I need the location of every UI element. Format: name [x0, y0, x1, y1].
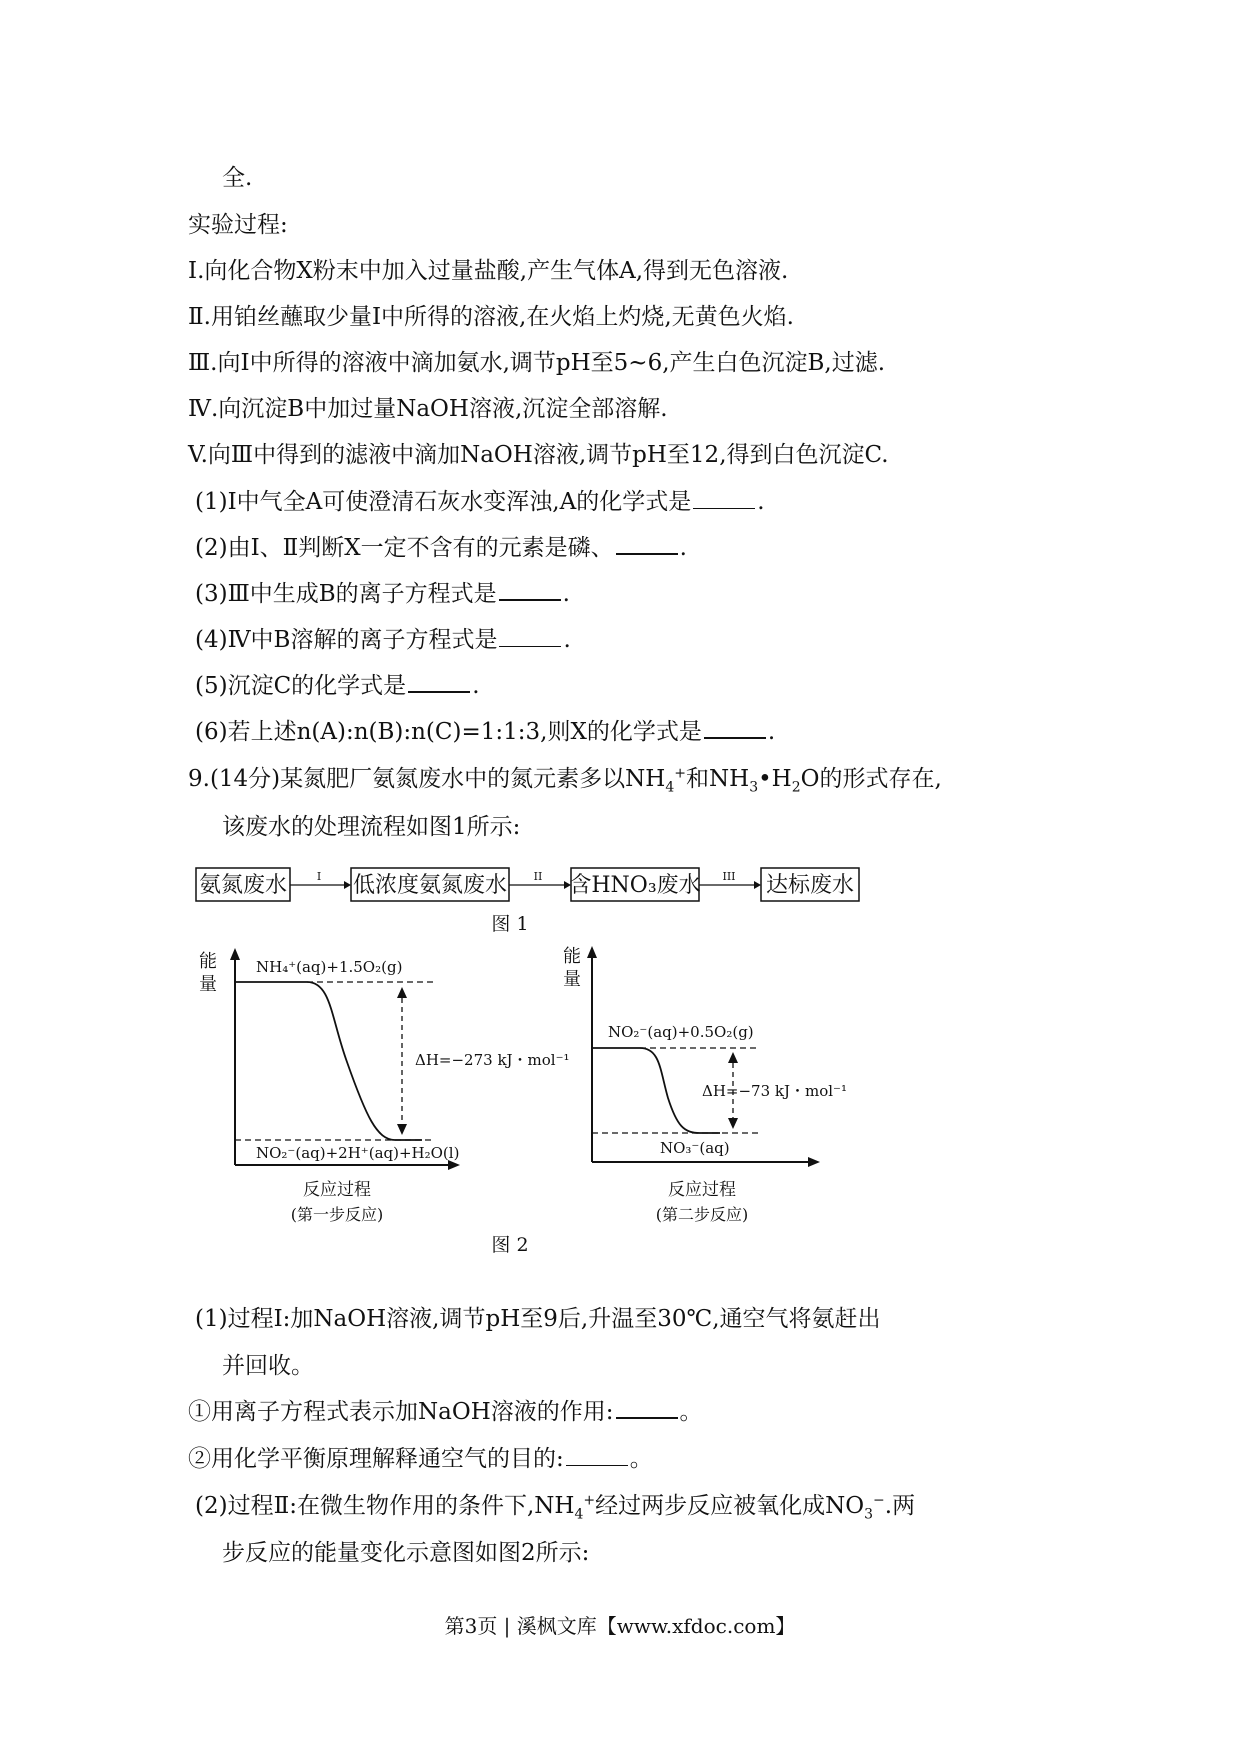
- answer-blank[interactable]: [616, 533, 678, 555]
- figure-1-flowchart: [190, 858, 890, 940]
- p2-sup-minus: −: [873, 1492, 885, 1509]
- flow-box-2-label: 低浓度氨氮废水: [352, 873, 508, 898]
- reactant-label: NO₂⁻(aq)+0.5O₂(g): [608, 1023, 754, 1041]
- question-text: (3)Ⅲ中生成B的离子方程式是: [195, 581, 497, 607]
- sub-question-text: ②用化学平衡原理解释通空气的目的:: [188, 1446, 564, 1472]
- question-2: [195, 533, 687, 563]
- text-line-2: 实验过程:: [188, 212, 288, 238]
- q9-sub-2: 2: [791, 779, 801, 796]
- p2-text-a: (2)过程Ⅱ:在微生物作用的条件下,NH: [195, 1493, 575, 1519]
- flow-box-2: [351, 868, 509, 901]
- flow-arrow-2: [509, 870, 571, 889]
- flow-box-3: [569, 868, 700, 901]
- reactant-label: NH₄⁺(aq)+1.5O₂(g): [256, 958, 403, 976]
- question-4: [195, 625, 571, 655]
- energy-curve: [592, 1048, 720, 1133]
- answer-blank[interactable]: [693, 488, 755, 509]
- text-line-4: Ⅱ.用铂丝蘸取少量I中所得的溶液,在火焰上灼烧,无黄色火焰.: [188, 304, 794, 330]
- sub-question-end: 。: [629, 1446, 653, 1472]
- text-line-6: Ⅳ.向沉淀B中加过量NaOH溶液,沉淀全部溶解.: [188, 396, 668, 422]
- question-end: .: [563, 627, 571, 653]
- q9-text-a: 9.(14分)某氮肥厂氨氮废水中的氮元素多以NH: [188, 766, 666, 792]
- q9-sub-3: 3: [749, 779, 759, 796]
- question-9-line-1: [188, 764, 942, 794]
- flow-arrow-2-label: II: [533, 870, 543, 883]
- sub-question-end: 。: [679, 1399, 703, 1425]
- energy-curve: [235, 982, 422, 1140]
- flow-box-4-label: 达标废水: [765, 873, 855, 898]
- product-label: NO₃⁻(aq): [660, 1139, 730, 1157]
- text-line-5: Ⅲ.向I中所得的溶液中滴加氨水,调节pH至5~6,产生白色沉淀B,过滤.: [188, 350, 886, 376]
- q9-part-1-line-2: 并回收。: [222, 1353, 314, 1379]
- q9-text-b: 和NH: [686, 766, 750, 792]
- question-1: [195, 487, 765, 517]
- diagram-sublabel: (第一步反应): [290, 1205, 384, 1224]
- q9-part-1-sub-1: [188, 1397, 703, 1427]
- p2-sub-4: 4: [574, 1506, 584, 1523]
- text-line-3: I.向化合物X粉末中加入过量盐酸,产生气体A,得到无色溶液.: [188, 258, 789, 284]
- energy-diagram-step-2: [563, 946, 847, 1224]
- flow-arrow-3-label: III: [722, 870, 736, 883]
- answer-blank[interactable]: [616, 1397, 678, 1419]
- flow-box-1-label: 氨氮废水: [198, 873, 288, 898]
- question-5: [195, 671, 480, 701]
- p2-text-b: 经过两步反应被氧化成NO: [595, 1493, 865, 1519]
- y-axis-label-bottom: 量: [563, 969, 581, 990]
- question-end: .: [472, 673, 480, 699]
- question-6: [195, 717, 775, 747]
- delta-h-label: ΔH=−273 kJ・mol⁻¹: [415, 1051, 570, 1069]
- answer-blank[interactable]: [499, 626, 561, 647]
- answer-blank[interactable]: [408, 671, 470, 693]
- q9-text-d: O的形式存在,: [800, 766, 942, 792]
- question-end: .: [562, 581, 570, 607]
- question-text: (1)I中气全A可使澄清石灰水变浑浊,A的化学式是: [195, 489, 692, 515]
- energy-diagram-step-1: [199, 948, 570, 1224]
- x-axis-label: 反应过程: [668, 1180, 736, 1200]
- y-axis-label-top: 能: [563, 946, 581, 967]
- question-end: .: [767, 719, 776, 745]
- y-axis-label-bottom: 量: [199, 974, 217, 995]
- answer-blank[interactable]: [566, 1445, 628, 1466]
- flow-arrow-3: [699, 870, 761, 889]
- question-end: .: [679, 535, 687, 561]
- page-footer: 第3页 | 溪枫文库【www.xfdoc.com】: [444, 1614, 796, 1638]
- diagram-sublabel: (第二步反应): [655, 1205, 749, 1224]
- answer-blank[interactable]: [499, 579, 561, 601]
- question-text: (6)若上述n(A):n(B):n(C)=1:1:3,则X的化学式是: [195, 719, 702, 745]
- flow-box-1: [196, 868, 290, 901]
- q9-sup-plus: +: [674, 765, 686, 782]
- figure-2-caption: 图 2: [491, 1234, 529, 1255]
- q9-text-c: •H: [758, 766, 792, 792]
- answer-blank[interactable]: [704, 717, 766, 739]
- q9-part-2-line-1: [195, 1491, 915, 1521]
- x-axis-label: 反应过程: [303, 1180, 371, 1200]
- flow-box-4: [761, 868, 859, 901]
- product-label: NO₂⁻(aq)+2H⁺(aq)+H₂O(l): [256, 1144, 460, 1162]
- q9-sub-4: 4: [665, 779, 675, 796]
- question-3: [195, 579, 570, 609]
- sub-question-text: ①用离子方程式表示加NaOH溶液的作用:: [188, 1399, 614, 1425]
- delta-h-label: ΔH=−73 kJ・mol⁻¹: [702, 1082, 847, 1100]
- flow-box-3-label: 含HNO₃废水: [569, 873, 701, 898]
- q9-part-1-line-1: (1)过程Ⅰ:加NaOH溶液,调节pH至9后,升温至30℃,通空气将氨赶出: [195, 1306, 881, 1332]
- question-9-line-2: 该废水的处理流程如图1所示:: [222, 814, 521, 840]
- figure-2-energy-diagrams: [190, 940, 890, 1255]
- q9-part-2-line-2: 步反应的能量变化示意图如图2所示:: [222, 1540, 590, 1566]
- text-line-7: V.向Ⅲ中得到的滤液中滴加NaOH溶液,调节pH至12,得到白色沉淀C.: [188, 442, 889, 468]
- question-text: (2)由I、Ⅱ判断X一定不含有的元素是磷、: [195, 535, 614, 561]
- flow-arrow-1-label: I: [316, 870, 322, 883]
- p2-sup-plus: +: [583, 1492, 596, 1509]
- y-axis-label-top: 能: [199, 951, 217, 972]
- y-axis-arrow-icon: [230, 948, 240, 960]
- figure-1-caption: 图 1: [491, 913, 529, 935]
- y-axis-arrow-icon: [587, 946, 597, 958]
- question-text: (5)沉淀C的化学式是: [195, 673, 407, 699]
- flow-arrow-1: [290, 870, 351, 889]
- question-text: (4)Ⅳ中B溶解的离子方程式是: [195, 627, 498, 653]
- p2-sub-3: 3: [864, 1506, 874, 1523]
- x-axis-arrow-icon: [808, 1157, 820, 1167]
- question-end: .: [757, 489, 765, 515]
- q9-part-1-sub-2: [188, 1444, 653, 1474]
- p2-text-c: .两: [884, 1493, 916, 1519]
- text-line-1: 全.: [222, 165, 253, 191]
